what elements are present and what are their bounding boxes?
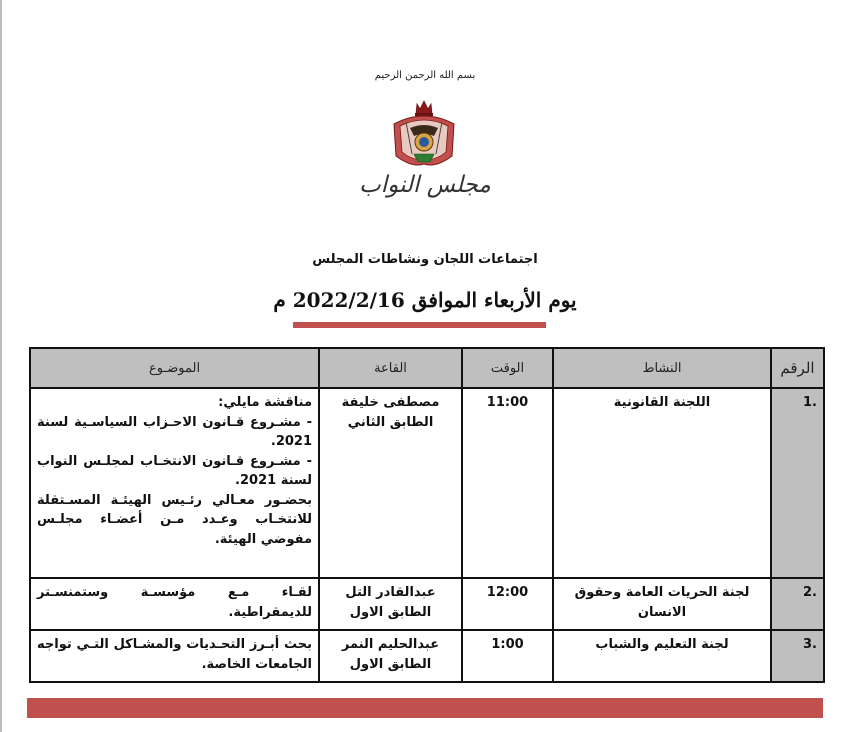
row-hall [319,630,462,682]
table-row [30,578,824,630]
header-number: الرقم [771,348,824,388]
table-row [30,630,824,682]
council-name: مجلس النواب [359,172,491,198]
subject-line: مناقشة مايلي: [218,395,312,410]
date-underline [293,322,546,328]
subject-line: لقـاء مـع مؤسسـة وستمنسـتر للديمقراطية. [37,585,312,620]
document-heading: اجتماعات اللجان ونشاطات المجلس [312,252,538,267]
schedule-table [29,347,825,683]
table-header-row [30,348,824,388]
row-number: .1 [771,388,824,578]
row-number: .2 [771,578,824,630]
footer-bar [27,698,823,718]
hall-floor: الطابق الاول [349,656,432,672]
subject-line: بحضـور معـالي رئـيس الهيئـة المسـتقلة للانتخـاب وعـدد مـن أعضـاء مجلـس مفوضي الهيئة. [37,492,312,547]
hall-floor: الطابق الثاني [347,414,434,430]
hall-name: عبدالقادر التل [345,585,436,600]
hall-floor: الطابق الاول [349,604,432,620]
row-time: 1:00 [462,630,553,682]
header-subject: الموضـوع [30,348,319,388]
date-line: يوم الأربعاء الموافق 2022/2/16 م [273,288,577,312]
row-number: .3 [771,630,824,682]
row-activity: لجنة التعليم والشباب [553,630,771,682]
page-edge-line [0,0,2,732]
subject-line: - مشـروع قـانون الاحـزاب السياسـية لسنة 2021. [37,414,312,449]
row-hall [319,388,462,578]
header-time: الوقت [462,348,553,388]
table-row [30,388,824,578]
row-hall [319,578,462,630]
row-subject [30,578,319,630]
row-activity: اللجنة القانونية [553,388,771,578]
jordan-coat-of-arms-icon [386,98,462,170]
hall-name: عبدالحليم النمر [341,637,440,652]
row-subject [30,388,319,578]
row-subject [30,630,319,682]
subject-line: بحث أبـرز التحـديات والمشـاكل التـي تواجه الجامعات الخاصة. [37,637,312,672]
row-time: 11:00 [462,388,553,578]
header-activity: النشاط [553,348,771,388]
header-hall: القاعة [319,348,462,388]
basmala: بسم الله الرحمن الرحيم [374,70,476,81]
row-time: 12:00 [462,578,553,630]
hall-name: مصطفى خليفة [341,395,440,410]
subject-line: - مشـروع قـانون الانتخـاب لمجلـس النواب لسنة 2021. [37,453,312,488]
row-activity: لجنة الحريات العامة وحقوق الانسان [553,578,771,630]
